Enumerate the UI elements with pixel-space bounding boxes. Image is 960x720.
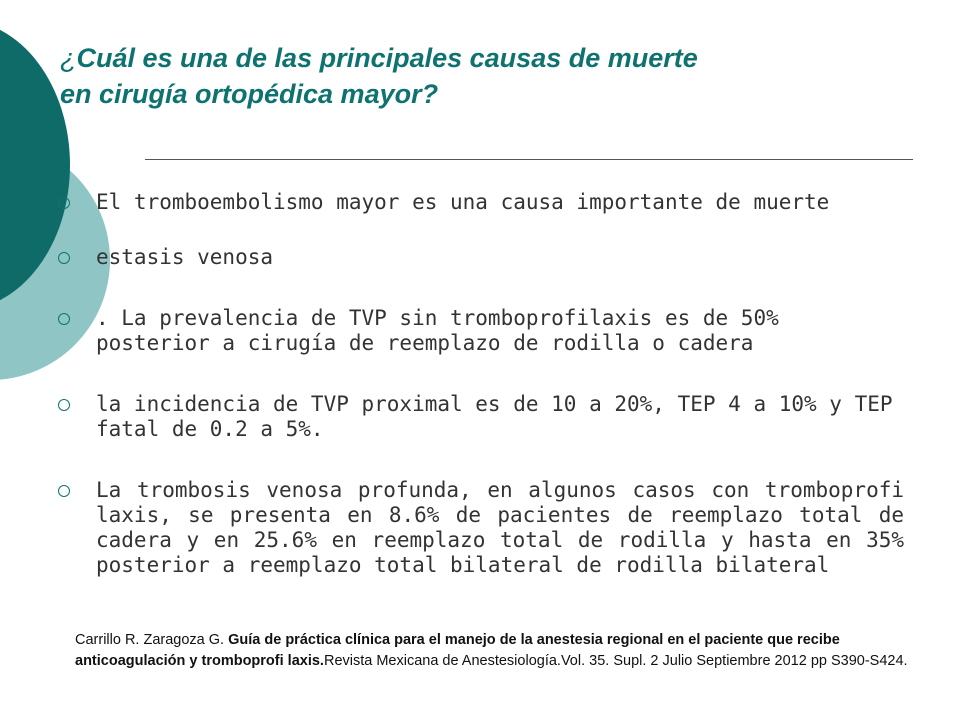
bullet-text: La trombosis venosa profunda, en algunos casos con tromboprofi laxis, se presenta en 8.6% de pacientes de reemplazo total de cadera y en 25.6% en reemplazo total de rodilla y hasta en 35% posterior a reemplazo total bilateral de rodilla bilateral bbox=[96, 478, 904, 577]
bullet-text: la incidencia de TVP proximal es de 10 a 20%, TEP 4 a 10% y TEP fatal de 0.2 a 5%. bbox=[96, 392, 893, 441]
bullet-item bbox=[58, 306, 904, 356]
citation-authors: Carrillo R. Zaragoza G. bbox=[75, 632, 229, 648]
citation-source: Revista Mexicana de Anestesiología.Vol. 35. Supl. 2 Julio Septiembre 2012 pp S390-S424. bbox=[323, 653, 908, 669]
bullet-marker-icon bbox=[58, 313, 70, 325]
slide-title bbox=[60, 40, 920, 112]
bullet-item bbox=[58, 245, 904, 270]
title-line-2: en cirugía ortopédica mayor? bbox=[60, 79, 439, 109]
bullet-text: El tromboembolismo mayor es una causa importante de muerte bbox=[96, 190, 830, 214]
bullet-item bbox=[58, 478, 904, 578]
bullet-text: . La prevalencia de TVP sin tromboprofilaxis es de 50% posterior a cirugía de reemplazo de rodilla o cadera bbox=[96, 306, 779, 355]
bullet-marker-icon bbox=[58, 252, 70, 264]
title-divider bbox=[145, 159, 913, 160]
bullet-marker-icon bbox=[58, 399, 70, 411]
title-line-1: Cuál es una de las principales causas de muerte bbox=[76, 43, 698, 73]
bullet-marker-icon bbox=[58, 485, 70, 497]
bullet-item bbox=[58, 190, 904, 215]
bullet-item bbox=[58, 392, 904, 442]
title-prefix: ¿ bbox=[60, 43, 77, 73]
bullet-marker-icon bbox=[58, 197, 70, 209]
citation bbox=[75, 630, 920, 672]
citation-title: Guía de práctica clínica para el manejo de la anestesia regional en el paciente que recibe anticoagulación y tromboprofi laxis. bbox=[75, 632, 840, 669]
bullet-text: estasis venosa bbox=[96, 245, 274, 269]
